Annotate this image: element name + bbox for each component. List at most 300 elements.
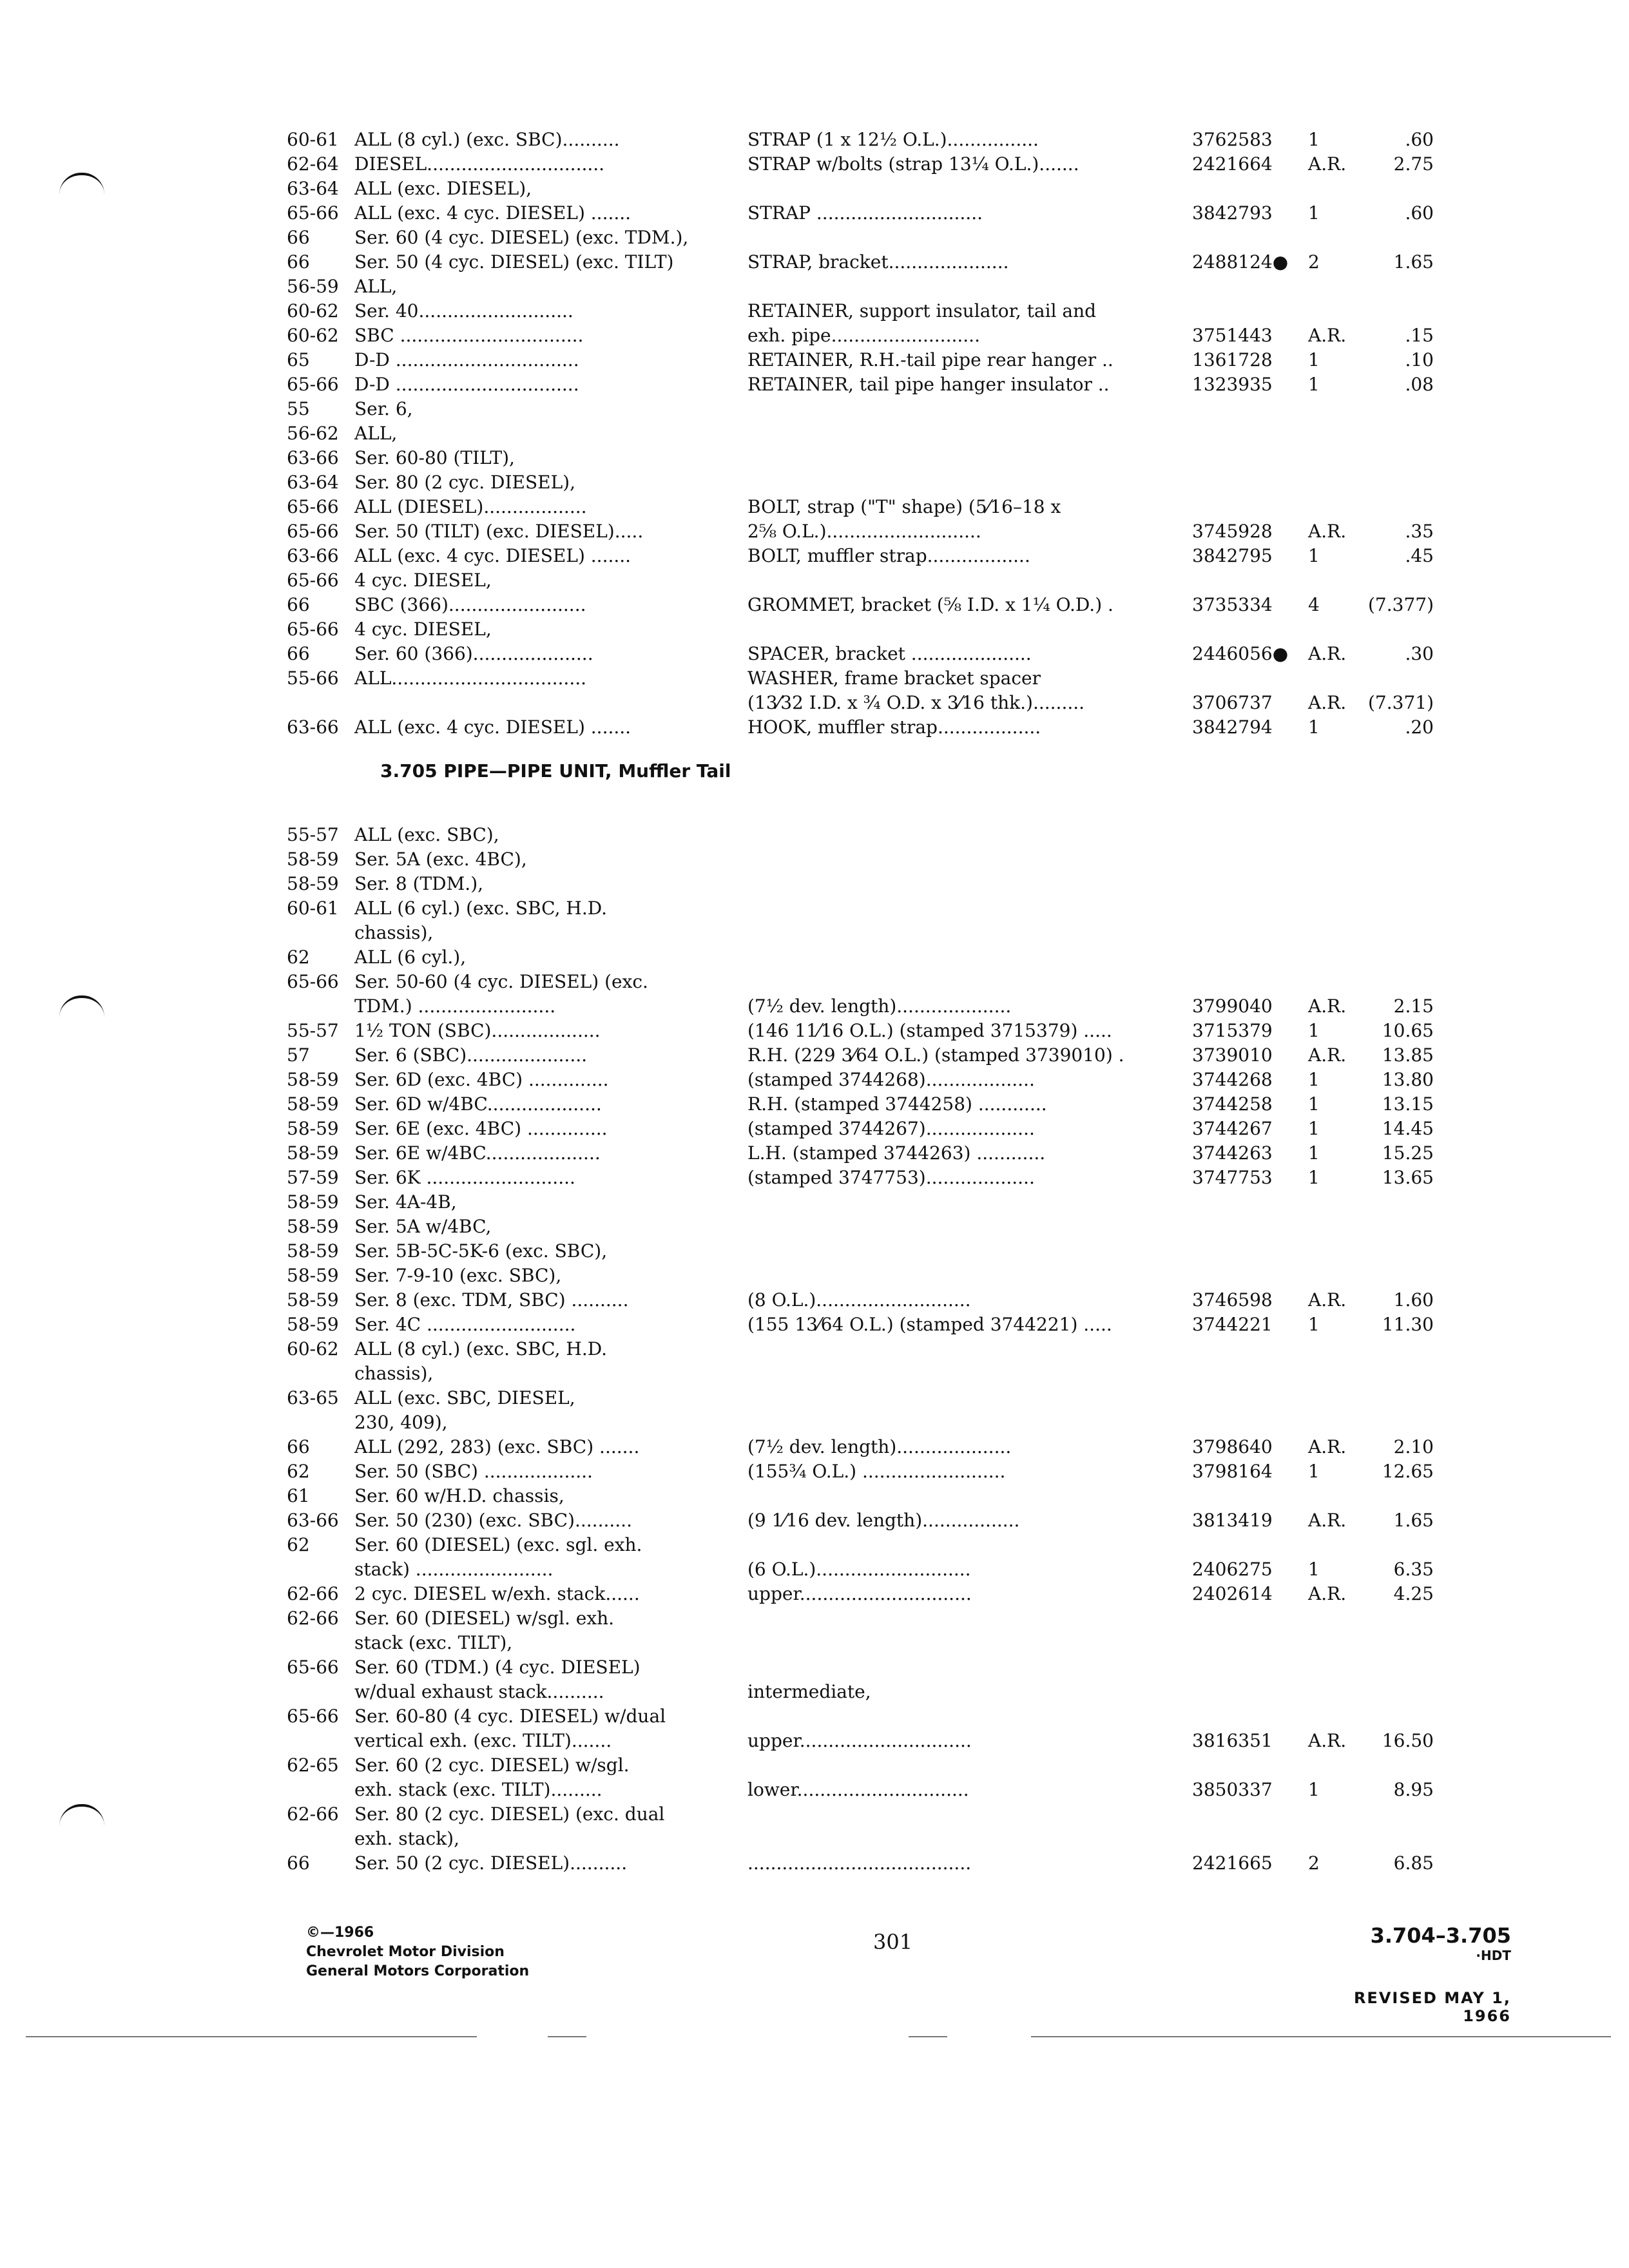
table-row xyxy=(287,1410,1434,1435)
model-year-cell: 62 xyxy=(287,947,310,968)
model-year-cell: 62-65 xyxy=(287,1754,339,1776)
copyright-line: ©—1966 xyxy=(306,1925,374,1941)
model-year-cell: 65 xyxy=(287,349,310,370)
model-year-cell: 55 xyxy=(287,398,310,419)
price-cell: 13.85 xyxy=(1382,1044,1434,1066)
description-cell: L.H. (stamped 3744263) ............ xyxy=(747,1142,1046,1164)
application-cell: Ser. 60 (2 cyc. DIESEL) w/sgl. xyxy=(354,1754,630,1776)
table-row xyxy=(287,1019,1434,1043)
application-cell: TDM.) ........................ xyxy=(354,995,556,1017)
application-cell: Ser. 50 (SBC) ................... xyxy=(354,1461,593,1482)
price-cell: (7.377) xyxy=(1367,594,1434,615)
description-cell: STRAP, bracket..................... xyxy=(747,251,1009,273)
table-row xyxy=(287,1239,1434,1264)
application-cell: 1½ TON (SBC)................... xyxy=(354,1020,601,1041)
footer-rule xyxy=(548,2036,586,2037)
punch-hole-mark xyxy=(59,995,104,1017)
description-cell: (155¾ O.L.) ......................... xyxy=(747,1461,1006,1482)
table-row xyxy=(287,896,1434,921)
table-row xyxy=(287,1337,1434,1361)
application-cell: 2 cyc. DIESEL w/exh. stack...... xyxy=(354,1583,640,1604)
description-cell: (stamped 3744268)................... xyxy=(747,1069,1035,1090)
price-cell: 13.65 xyxy=(1382,1167,1434,1188)
quantity-cell: 1 xyxy=(1308,129,1320,150)
model-year-cell: 58-59 xyxy=(287,1216,339,1237)
part-number-cell: 2406275 xyxy=(1192,1559,1273,1580)
model-year-cell: 62-66 xyxy=(287,1803,339,1825)
table-row xyxy=(287,921,1434,945)
application-cell: ALL (DIESEL).................. xyxy=(354,496,587,517)
model-year-cell: 56-59 xyxy=(287,276,339,297)
model-year-cell: 58-59 xyxy=(287,1265,339,1286)
model-year-cell: 56-62 xyxy=(287,423,339,444)
description-cell: (13⁄32 I.D. x ¾ O.D. x 3⁄16 thk.)......... xyxy=(747,692,1085,713)
table-row xyxy=(287,1043,1434,1068)
model-year-cell: 66 xyxy=(287,1436,310,1457)
table-row xyxy=(287,617,1434,642)
table-row xyxy=(287,1361,1434,1386)
table-row xyxy=(287,299,1434,323)
quantity-cell: 2 xyxy=(1308,251,1320,273)
application-cell: Ser. 50 (230) (exc. SBC).......... xyxy=(354,1510,632,1531)
corporation-line: General Motors Corporation xyxy=(306,1963,530,1979)
application-cell: SBC (366)........................ xyxy=(354,594,586,615)
table-row xyxy=(287,323,1434,348)
part-number-cell: 3762583 xyxy=(1192,129,1273,150)
table-row xyxy=(287,1655,1434,1680)
application-cell: Ser. 5A w/4BC, xyxy=(354,1216,492,1237)
table-row xyxy=(287,495,1434,519)
description-cell: BOLT, muffler strap.................. xyxy=(747,545,1030,566)
application-cell: ALL (8 cyl.) (exc. SBC).......... xyxy=(354,129,620,150)
part-number-cell: 3745928 xyxy=(1192,521,1273,542)
table-row xyxy=(287,372,1434,397)
application-cell: Ser. 4C .......................... xyxy=(354,1314,576,1335)
footer-rule xyxy=(26,2036,477,2037)
model-year-cell: 66 xyxy=(287,1852,310,1874)
part-number-cell: 3798164 xyxy=(1192,1461,1273,1482)
model-year-cell: 65-66 xyxy=(287,570,339,591)
table-row xyxy=(287,1288,1434,1312)
model-year-cell: 55-66 xyxy=(287,668,339,689)
model-year-cell: 62-66 xyxy=(287,1583,339,1604)
price-cell: .45 xyxy=(1405,545,1434,566)
model-year-cell: 61 xyxy=(287,1485,310,1506)
application-cell: Ser. 60-80 (TILT), xyxy=(354,447,515,468)
table-row xyxy=(287,666,1434,691)
model-year-cell: 60-62 xyxy=(287,300,339,322)
description-cell: (8 O.L.)........................... xyxy=(747,1289,971,1311)
model-year-cell: 55-57 xyxy=(287,1020,339,1041)
model-year-cell: 65-66 xyxy=(287,619,339,640)
application-cell: Ser. 60 (366)..................... xyxy=(354,643,593,664)
application-cell: Ser. 60 w/H.D. chassis, xyxy=(354,1485,564,1506)
description-cell: BOLT, strap ("T" shape) (5⁄16–18 x xyxy=(747,496,1061,517)
table-row xyxy=(287,1704,1434,1729)
price-cell: .35 xyxy=(1405,521,1434,542)
description-cell: R.H. (stamped 3744258) ............ xyxy=(747,1093,1047,1115)
application-cell: Ser. 5A (exc. 4BC), xyxy=(354,849,527,870)
model-year-cell: 58-59 xyxy=(287,1069,339,1090)
application-cell: Ser. 50 (4 cyc. DIESEL) (exc. TILT) xyxy=(354,251,674,273)
table-row xyxy=(287,1802,1434,1827)
description-cell: WASHER, frame bracket spacer xyxy=(747,668,1041,689)
table-row xyxy=(287,250,1434,274)
table-row xyxy=(287,691,1434,715)
table-row xyxy=(287,994,1434,1019)
description-cell: intermediate, xyxy=(747,1681,871,1702)
price-cell: .60 xyxy=(1405,202,1434,224)
table-row xyxy=(287,1851,1434,1876)
application-cell: ALL, xyxy=(354,423,398,444)
part-number-cell: 3715379 xyxy=(1192,1020,1273,1041)
application-cell: ALL (exc. SBC, DIESEL, xyxy=(354,1387,575,1408)
table-row xyxy=(287,642,1434,666)
table-row xyxy=(287,1117,1434,1141)
quantity-cell: 1 xyxy=(1308,1167,1320,1188)
table-row xyxy=(287,1190,1434,1215)
application-cell: ALL (292, 283) (exc. SBC) ....... xyxy=(354,1436,640,1457)
model-year-cell: 58-59 xyxy=(287,1289,339,1311)
model-year-cell: 58-59 xyxy=(287,1142,339,1164)
quantity-cell: 1 xyxy=(1308,1314,1320,1335)
page-number: 301 xyxy=(873,1930,913,1954)
table-row xyxy=(287,1166,1434,1190)
punch-hole-mark xyxy=(59,173,104,195)
table-row xyxy=(287,1264,1434,1288)
application-cell: Ser. 6 (SBC)..................... xyxy=(354,1044,588,1066)
part-number-cell: 3813419 xyxy=(1192,1510,1273,1531)
part-number-cell: 3744221 xyxy=(1192,1314,1273,1335)
description-cell: (9 1⁄16 dev. length)................. xyxy=(747,1510,1020,1531)
application-cell: ALL (exc. 4 cyc. DIESEL) ....... xyxy=(354,202,631,224)
price-cell: .10 xyxy=(1405,349,1434,370)
part-number-cell: 3744268 xyxy=(1192,1069,1273,1090)
quantity-cell: 1 xyxy=(1308,1559,1320,1580)
description-cell: exh. pipe.......................... xyxy=(747,325,980,346)
quantity-cell: A.R. xyxy=(1308,1510,1347,1531)
model-year-cell: 58-59 xyxy=(287,1093,339,1115)
quantity-cell: A.R. xyxy=(1308,1583,1347,1604)
application-cell: stack (exc. TILT), xyxy=(354,1632,513,1653)
application-cell: Ser. 50-60 (4 cyc. DIESEL) (exc. xyxy=(354,971,648,992)
application-cell: chassis), xyxy=(354,1363,434,1384)
table-row xyxy=(287,274,1434,299)
price-cell: 1.65 xyxy=(1393,1510,1434,1531)
part-number-cell: 2488124● xyxy=(1192,251,1289,273)
punch-hole-mark xyxy=(59,1804,104,1826)
application-cell: vertical exh. (exc. TILT)....... xyxy=(354,1730,612,1751)
table-row xyxy=(287,1484,1434,1508)
price-cell: 2.15 xyxy=(1393,995,1434,1017)
quantity-cell: 1 xyxy=(1308,545,1320,566)
quantity-cell: 1 xyxy=(1308,349,1320,370)
price-cell: 16.50 xyxy=(1382,1730,1434,1751)
description-cell: (stamped 3747753)................... xyxy=(747,1167,1035,1188)
quantity-cell: A.R. xyxy=(1308,692,1347,713)
application-cell: Ser. 7-9-10 (exc. SBC), xyxy=(354,1265,562,1286)
part-number-cell: 3744267 xyxy=(1192,1118,1273,1139)
description-cell: STRAP w/bolts (strap 13¼ O.L.)....... xyxy=(747,153,1079,175)
revised-date: REVISED MAY 1, 1966 xyxy=(1353,1989,1511,2025)
price-cell: .60 xyxy=(1405,129,1434,150)
table-row xyxy=(287,1631,1434,1655)
part-number-cell: 3816351 xyxy=(1192,1730,1273,1751)
model-year-cell: 63-64 xyxy=(287,472,339,493)
part-number-cell: 2446056● xyxy=(1192,643,1289,664)
application-cell: ALL.................................. xyxy=(354,668,587,689)
application-cell: SBC ................................ xyxy=(354,325,584,346)
section-code: 3.704–3.705 xyxy=(1370,1923,1511,1948)
table-row xyxy=(287,348,1434,372)
model-year-cell: 58-59 xyxy=(287,849,339,870)
table-row xyxy=(287,152,1434,177)
section-heading: 3.705 PIPE—PIPE UNIT, Muffler Tail xyxy=(380,760,731,782)
application-cell: Ser. 6K .......................... xyxy=(354,1167,575,1188)
description-cell: SPACER, bracket ..................... xyxy=(747,643,1032,664)
description-cell: upper.............................. xyxy=(747,1583,972,1604)
model-year-cell: 58-59 xyxy=(287,1314,339,1335)
description-cell: (155 13⁄64 O.L.) (stamped 3744221) ..... xyxy=(747,1314,1112,1335)
application-cell: 4 cyc. DIESEL, xyxy=(354,619,492,640)
description-cell: STRAP ............................. xyxy=(747,202,983,224)
quantity-cell: 1 xyxy=(1308,1020,1320,1041)
table-row xyxy=(287,970,1434,994)
quantity-cell: A.R. xyxy=(1308,1289,1347,1311)
application-cell: ALL (exc. SBC), xyxy=(354,824,499,845)
application-cell: Ser. 5B-5C-5K-6 (exc. SBC), xyxy=(354,1240,608,1262)
parts-table-section-a xyxy=(287,128,1434,740)
application-cell: ALL (exc. 4 cyc. DIESEL) ....... xyxy=(354,545,631,566)
quantity-cell: 4 xyxy=(1308,594,1320,615)
model-year-cell: 55-57 xyxy=(287,824,339,845)
table-row xyxy=(287,1729,1434,1753)
table-row xyxy=(287,1508,1434,1533)
model-year-cell: 63-64 xyxy=(287,178,339,199)
description-cell: HOOK, muffler strap.................. xyxy=(747,716,1041,738)
application-cell: Ser. 60 (4 cyc. DIESEL) (exc. TDM.), xyxy=(354,227,689,248)
description-cell: (146 11⁄16 O.L.) (stamped 3715379) ..... xyxy=(747,1020,1112,1041)
application-cell: Ser. 60 (DIESEL) w/sgl. exh. xyxy=(354,1608,615,1629)
model-year-cell: 65-66 xyxy=(287,1657,339,1678)
table-row xyxy=(287,1435,1434,1459)
application-cell: Ser. 60 (DIESEL) (exc. sgl. exh. xyxy=(354,1534,642,1555)
model-year-cell: 62-64 xyxy=(287,153,339,175)
application-cell: Ser. 8 (exc. TDM, SBC) .......... xyxy=(354,1289,629,1311)
application-cell: ALL, xyxy=(354,276,398,297)
description-cell: ....................................... xyxy=(747,1852,972,1874)
application-cell: Ser. 50 (TILT) (exc. DIESEL)..... xyxy=(354,521,644,542)
model-year-cell: 62-66 xyxy=(287,1608,339,1629)
table-row xyxy=(287,1312,1434,1337)
application-cell: ALL (8 cyl.) (exc. SBC, H.D. xyxy=(354,1338,608,1360)
part-number-cell: 3842793 xyxy=(1192,202,1273,224)
price-cell: 8.95 xyxy=(1393,1779,1434,1800)
section-sub: ·HDT xyxy=(1476,1948,1511,1963)
table-row xyxy=(287,593,1434,617)
application-cell: ALL (6 cyl.) (exc. SBC, H.D. xyxy=(354,898,608,919)
price-cell: .08 xyxy=(1405,374,1434,395)
part-number-cell: 1361728 xyxy=(1192,349,1273,370)
model-year-cell: 65-66 xyxy=(287,374,339,395)
quantity-cell: A.R. xyxy=(1308,995,1347,1017)
model-year-cell: 60-61 xyxy=(287,129,339,150)
part-number-cell: 3735334 xyxy=(1192,594,1273,615)
table-row xyxy=(287,1215,1434,1239)
table-row xyxy=(287,1533,1434,1557)
table-row xyxy=(287,470,1434,495)
table-row xyxy=(287,201,1434,226)
price-cell: .30 xyxy=(1405,643,1434,664)
application-cell: Ser. 50 (2 cyc. DIESEL).......... xyxy=(354,1852,628,1874)
table-row xyxy=(287,823,1434,847)
application-cell: ALL (6 cyl.), xyxy=(354,947,467,968)
model-year-cell: 66 xyxy=(287,227,310,248)
model-year-cell: 65-66 xyxy=(287,1706,339,1727)
application-cell: Ser. 6E w/4BC.................... xyxy=(354,1142,601,1164)
quantity-cell: 1 xyxy=(1308,716,1320,738)
description-cell: (7½ dev. length).................... xyxy=(747,1436,1012,1457)
part-number-cell: 3747753 xyxy=(1192,1167,1273,1188)
model-year-cell: 66 xyxy=(287,251,310,273)
application-cell: D-D ................................ xyxy=(354,349,579,370)
application-cell: 230, 409), xyxy=(354,1412,448,1433)
part-number-cell: 3744263 xyxy=(1192,1142,1273,1164)
price-cell: .15 xyxy=(1405,325,1434,346)
quantity-cell: 1 xyxy=(1308,1093,1320,1115)
application-cell: D-D ................................ xyxy=(354,374,579,395)
application-cell: Ser. 40........................... xyxy=(354,300,574,322)
model-year-cell: 66 xyxy=(287,643,310,664)
quantity-cell: A.R. xyxy=(1308,1044,1347,1066)
model-year-cell: 62 xyxy=(287,1461,310,1482)
table-row xyxy=(287,1092,1434,1117)
model-year-cell: 58-59 xyxy=(287,1240,339,1262)
description-cell: RETAINER, support insulator, tail and xyxy=(747,300,1097,322)
price-cell: 14.45 xyxy=(1382,1118,1434,1139)
application-cell: chassis), xyxy=(354,922,434,943)
description-cell: STRAP (1 x 12½ O.L.)................ xyxy=(747,129,1039,150)
part-number-cell: 3706737 xyxy=(1192,692,1273,713)
quantity-cell: 1 xyxy=(1308,1779,1320,1800)
model-year-cell: 57-59 xyxy=(287,1167,339,1188)
model-year-cell: 62 xyxy=(287,1534,310,1555)
part-number-cell: 2402614 xyxy=(1192,1583,1273,1604)
table-row xyxy=(287,1753,1434,1778)
quantity-cell: 1 xyxy=(1308,374,1320,395)
part-number-cell: 2421665 xyxy=(1192,1852,1273,1874)
table-row xyxy=(287,945,1434,970)
table-row xyxy=(287,1778,1434,1802)
price-cell: (7.371) xyxy=(1367,692,1434,713)
division-line: Chevrolet Motor Division xyxy=(306,1944,505,1960)
description-cell: (7½ dev. length).................... xyxy=(747,995,1012,1017)
application-cell: ALL (exc. 4 cyc. DIESEL) ....... xyxy=(354,716,631,738)
application-cell: Ser. 6E (exc. 4BC) .............. xyxy=(354,1118,608,1139)
model-year-cell: 63-66 xyxy=(287,716,339,738)
table-row xyxy=(287,397,1434,421)
application-cell: stack) ........................ xyxy=(354,1559,554,1580)
model-year-cell: 65-66 xyxy=(287,496,339,517)
description-cell: RETAINER, tail pipe hanger insulator .. xyxy=(747,374,1110,395)
part-number-cell: 3744258 xyxy=(1192,1093,1273,1115)
table-row xyxy=(287,1557,1434,1582)
model-year-cell: 58-59 xyxy=(287,1118,339,1139)
application-cell: 4 cyc. DIESEL, xyxy=(354,570,492,591)
price-cell: 13.80 xyxy=(1382,1069,1434,1090)
part-number-cell: 3739010 xyxy=(1192,1044,1273,1066)
table-row xyxy=(287,226,1434,250)
model-year-cell: 60-62 xyxy=(287,1338,339,1360)
application-cell: Ser. 6, xyxy=(354,398,413,419)
application-cell: Ser. 4A-4B, xyxy=(354,1191,457,1213)
quantity-cell: 1 xyxy=(1308,202,1320,224)
model-year-cell: 63-66 xyxy=(287,447,339,468)
table-row xyxy=(287,872,1434,896)
model-year-cell: 65-66 xyxy=(287,521,339,542)
price-cell: 1.65 xyxy=(1393,251,1434,273)
part-number-cell: 1323935 xyxy=(1192,374,1273,395)
application-cell: Ser. 80 (2 cyc. DIESEL), xyxy=(354,472,575,493)
table-row xyxy=(287,128,1434,152)
model-year-cell: 66 xyxy=(287,594,310,615)
publisher-block xyxy=(306,1923,529,1981)
model-year-cell: 63-65 xyxy=(287,1387,339,1408)
footer-rule xyxy=(1031,2036,1611,2037)
parts-table-section-b xyxy=(287,823,1434,1876)
application-cell: DIESEL............................... xyxy=(354,153,605,175)
description-cell: R.H. (229 3⁄64 O.L.) (stamped 3739010) . xyxy=(747,1044,1124,1066)
part-number-cell: 3746598 xyxy=(1192,1289,1273,1311)
application-cell: exh. stack (exc. TILT)......... xyxy=(354,1779,602,1800)
table-row xyxy=(287,1827,1434,1851)
model-year-cell: 58-59 xyxy=(287,1191,339,1213)
price-cell: 6.35 xyxy=(1393,1559,1434,1580)
model-year-cell: 60-62 xyxy=(287,325,339,346)
model-year-cell: 63-66 xyxy=(287,545,339,566)
model-year-cell: 60-61 xyxy=(287,898,339,919)
model-year-cell: 63-66 xyxy=(287,1510,339,1531)
table-row xyxy=(287,847,1434,872)
price-cell: .20 xyxy=(1405,716,1434,738)
section-code-block xyxy=(1308,1923,1511,1963)
table-row xyxy=(287,1068,1434,1092)
quantity-cell: A.R. xyxy=(1308,153,1347,175)
model-year-cell: 65-66 xyxy=(287,971,339,992)
application-cell: w/dual exhaust stack.......... xyxy=(354,1681,604,1702)
part-number-cell: 3850337 xyxy=(1192,1779,1273,1800)
quantity-cell: A.R. xyxy=(1308,1436,1347,1457)
quantity-cell: 1 xyxy=(1308,1069,1320,1090)
application-cell: exh. stack), xyxy=(354,1828,459,1849)
quantity-cell: 2 xyxy=(1308,1852,1320,1874)
quantity-cell: 1 xyxy=(1308,1461,1320,1482)
application-cell: Ser. 8 (TDM.), xyxy=(354,873,484,894)
model-year-cell: 57 xyxy=(287,1044,310,1066)
price-cell: 11.30 xyxy=(1382,1314,1434,1335)
table-row xyxy=(287,421,1434,446)
table-row xyxy=(287,519,1434,544)
quantity-cell: A.R. xyxy=(1308,325,1347,346)
price-cell: 2.75 xyxy=(1393,153,1434,175)
quantity-cell: 1 xyxy=(1308,1142,1320,1164)
table-row xyxy=(287,1386,1434,1410)
application-cell: Ser. 60-80 (4 cyc. DIESEL) w/dual xyxy=(354,1706,666,1727)
application-cell: Ser. 6D (exc. 4BC) .............. xyxy=(354,1069,609,1090)
table-row xyxy=(287,715,1434,740)
table-row xyxy=(287,1459,1434,1484)
part-number-cell: 3799040 xyxy=(1192,995,1273,1017)
